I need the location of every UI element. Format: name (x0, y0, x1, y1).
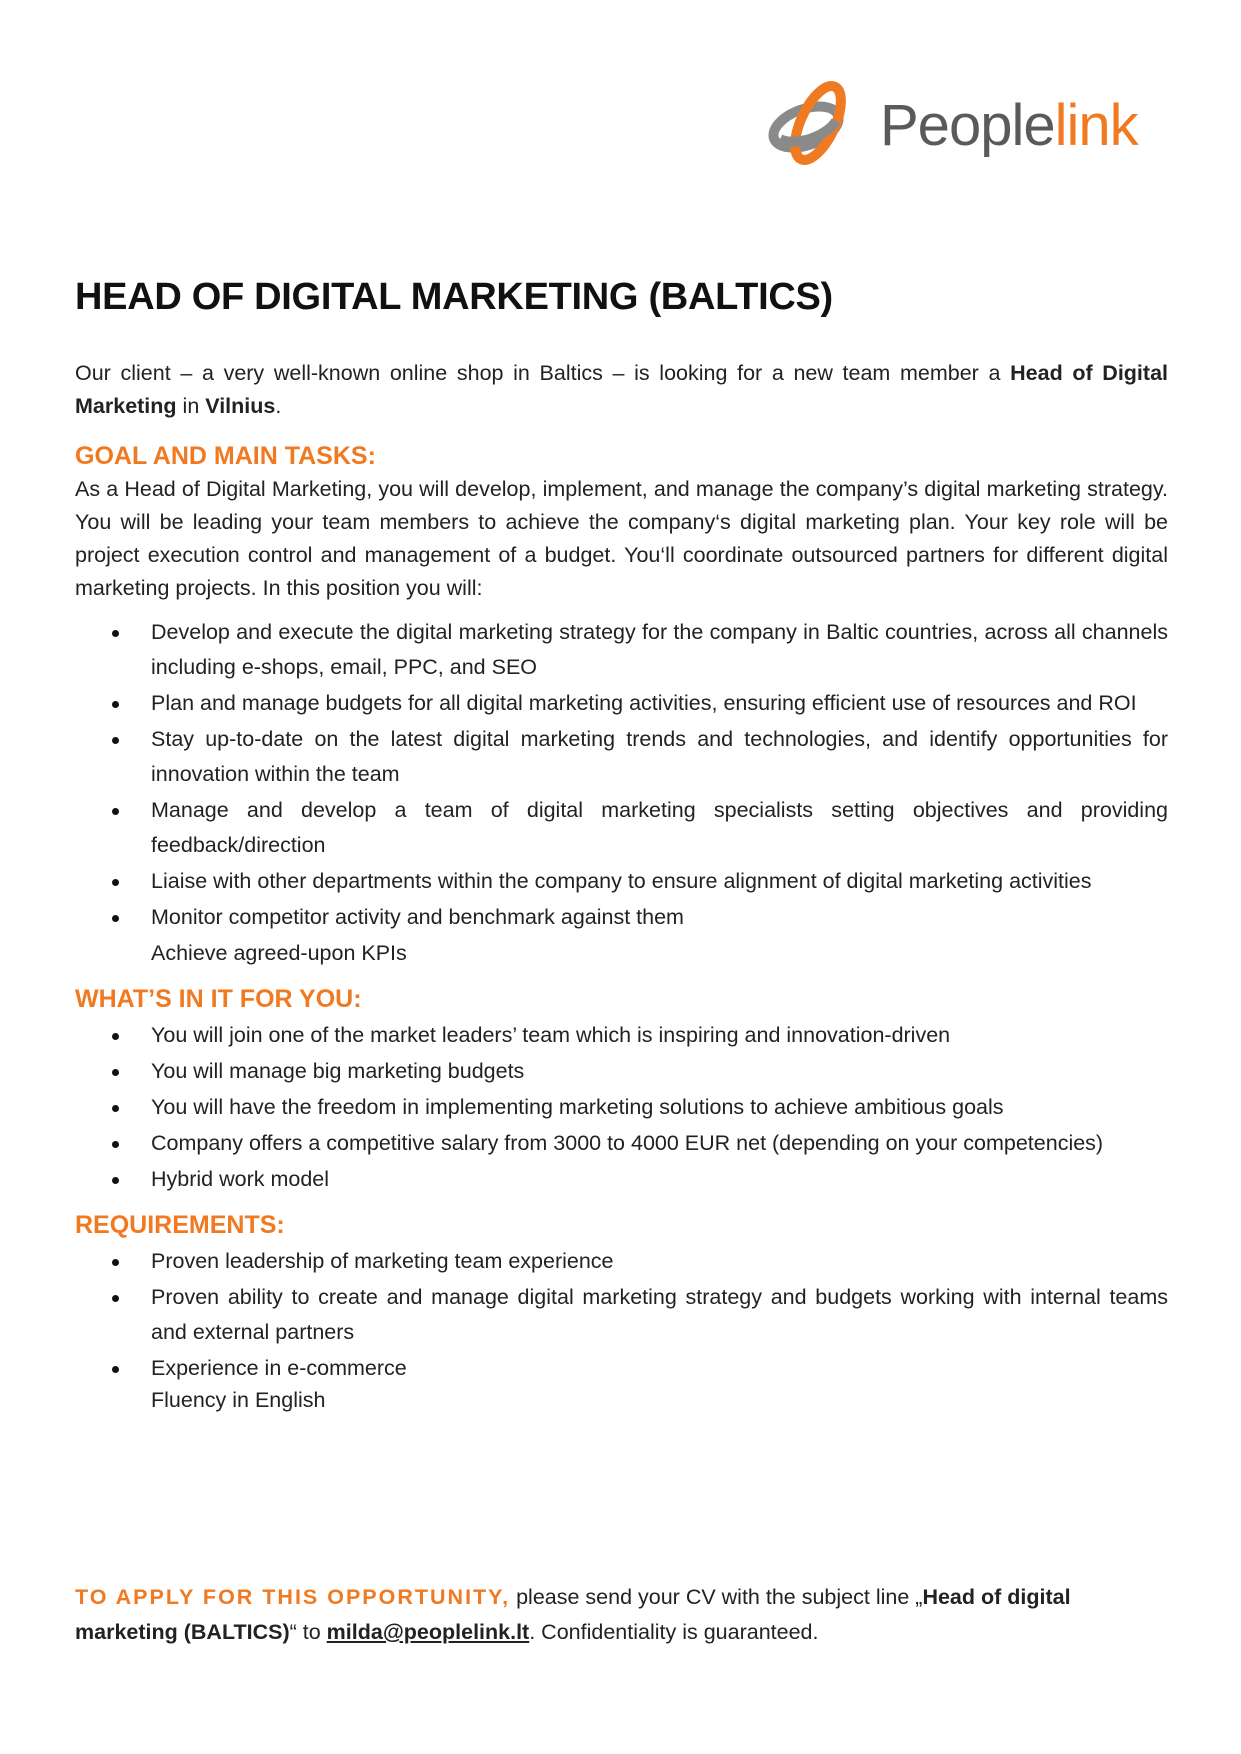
bullet-icon (112, 701, 119, 708)
requirements-list (75, 1244, 1168, 1418)
peoplelink-logo-icon (762, 73, 866, 177)
list-item: You will join one of the market leaders’ team which is inspiring and innovation-driven (75, 1018, 1168, 1053)
page-title: HEAD OF DIGITAL MARKETING (BALTICS) (75, 276, 833, 318)
bullet-icon (112, 879, 119, 886)
peoplelink-wordmark: Peoplelink (880, 92, 1138, 158)
list-item: Company offers a competitive salary from 3000 to 4000 EUR net (depending on your competencies) (75, 1126, 1168, 1161)
list-item: Proven ability to create and manage digital marketing strategy and budgets working with internal teams and external partners (75, 1280, 1168, 1350)
list-item: Liaise with other departments within the company to ensure alignment of digital marketing activities (75, 864, 1168, 899)
bullet-icon (112, 737, 119, 744)
list-item: Experience in e-commerce (75, 1351, 1168, 1386)
goal-paragraph: As a Head of Digital Marketing, you will develop, implement, and manage the company’s digital marketing strategy. You will be leading your team members to achieve the company‘s digital marketing plan. Your key role will be project execution control and management of a budget. You‘ll coordinate outsourced partners for different digital marketing projects. In this position you will: (75, 477, 1168, 600)
bullet-icon (112, 1366, 119, 1373)
bullet-icon (112, 1177, 119, 1184)
bullet-icon (112, 1259, 119, 1266)
bullet-icon (112, 1295, 119, 1302)
apply-lead: TO APPLY FOR THIS OPPORTUNITY, (75, 1585, 511, 1609)
benefits-list (75, 1018, 1168, 1197)
list-item: Develop and execute the digital marketing strategy for the company in Baltic countries, across all channels including e-shops, email, PPC, and SEO (75, 615, 1168, 685)
job-description (75, 276, 1168, 1419)
list-item: Fluency in English (151, 1388, 326, 1412)
list-item: Monitor competitor activity and benchmark against them (75, 900, 1168, 935)
peoplelink-logo (762, 70, 1162, 180)
email-link[interactable]: milda@peoplelink.lt (326, 1620, 530, 1644)
list-item: Stay up-to-date on the latest digital marketing trends and technologies, and identify opportunities for innovation within the team (75, 722, 1168, 792)
list-item: Hybrid work model (75, 1162, 1168, 1197)
bullet-icon (112, 808, 119, 815)
bullet-icon (112, 1105, 119, 1112)
apply-instructions: TO APPLY FOR THIS OPPORTUNITY, please send your CV with the subject line „Head of digital marketing (BALTICS)“ to milda@peoplelink.lt. Confidentiality is guaranteed. (75, 1585, 1071, 1644)
goal-list (75, 615, 1168, 971)
list-item: You will manage big marketing budgets (75, 1054, 1168, 1089)
bullet-icon (112, 915, 119, 922)
list-item: Achieve agreed-upon KPIs (151, 941, 407, 965)
bullet-icon (112, 1069, 119, 1076)
list-item: Plan and manage budgets for all digital marketing activities, ensuring efficient use of resources and ROI (75, 686, 1168, 721)
benefits-heading: WHAT’S IN IT FOR YOU: (75, 985, 362, 1013)
bullet-icon (112, 1033, 119, 1040)
requirements-heading: REQUIREMENTS: (75, 1211, 285, 1239)
bullet-icon (112, 630, 119, 637)
bullet-icon (112, 1141, 119, 1148)
goal-heading: GOAL AND MAIN TASKS: (75, 442, 376, 470)
intro-paragraph: Our client – a very well-known online shop in Baltics – is looking for a new team member a Head of Digital Marketing in Vilnius. (75, 361, 1168, 418)
list-item: You will have the freedom in implementing marketing solutions to achieve ambitious goals (75, 1090, 1168, 1125)
list-item: Proven leadership of marketing team experience (75, 1244, 1168, 1279)
list-item: Manage and develop a team of digital marketing specialists setting objectives and providing feedback/direction (75, 793, 1168, 863)
